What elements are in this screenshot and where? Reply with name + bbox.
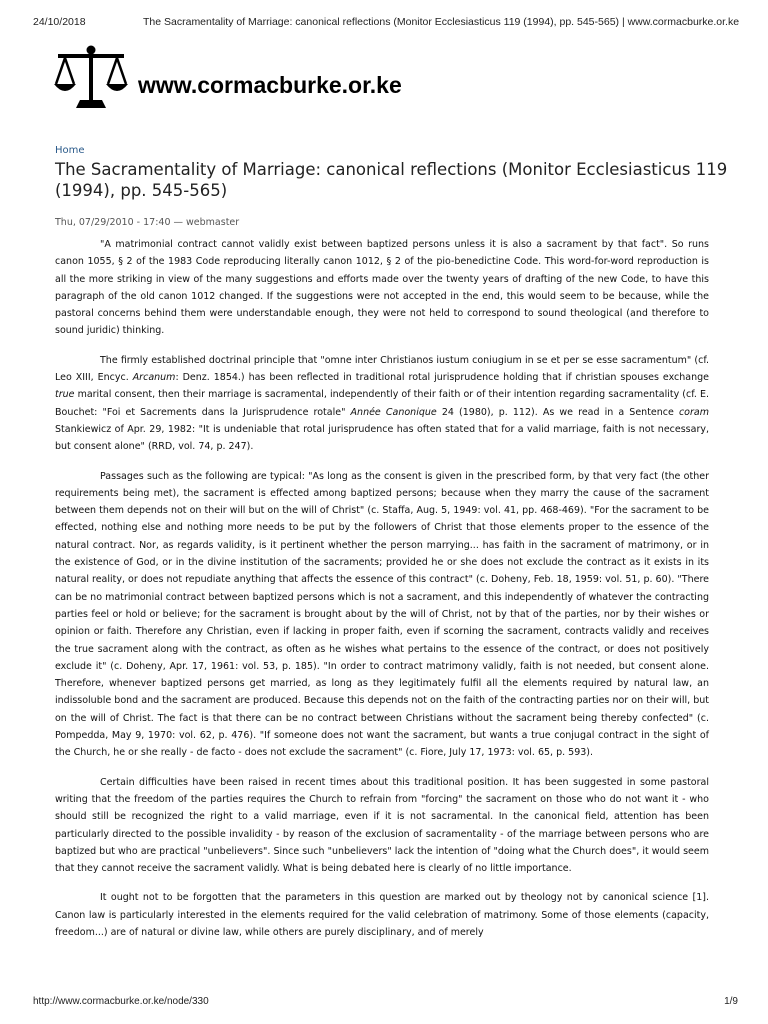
site-header bbox=[52, 44, 732, 112]
page-title: The Sacramentality of Marriage: canonical reflections (Monitor Ecclesiasticus 119 (1994), pp. 545-565) bbox=[55, 160, 728, 200]
site-name-link[interactable]: www.cormacburke.or.ke bbox=[138, 72, 402, 98]
print-date: 24/10/2018 bbox=[33, 16, 86, 28]
print-footer bbox=[33, 996, 738, 1010]
article-paragraph-4: Certain difficulties have been raised in recent times about this traditional position. It has been suggested in some pastoral writing that the freedom of the parties requires the Church to refrain from "forcing" the sacrament on those who do not want it - who should still be recognized the right to a valid marriage, even if it is not sacramental. In the canonical field, attention has been particularly directed to the possible invalidity - by reason of the exclusion of sacramentality - of the marriage between persons who are baptized but who are practical "unbelievers". Since such "unbelievers" lack the intention of "doing what the Church does", it would seem that they cannot receive the sacrament validly. What is being debated here is clearly of no little importance. bbox=[55, 776, 709, 875]
print-header bbox=[33, 16, 738, 30]
article-paragraph-2: The firmly established doctrinal principle that "omne inter Christianos iustum coniugium in se et per se esse sacramentum" (cf. Leo XIII, Encyc. Arcanum: Denz. 1854.) has been reflected in traditional rotal jurisprudence holding that if christian spouses exchange true marital consent, then their marriage is sacramental, independently of their faith or of their intention regarding sacramentality (cf. E. Bouchet: "Foi et Sacrements dans la Jurisprudence rotale" Année Canonique 24 (1980), p. 112). As we read in a Sentence coram Stankiewicz of Apr. 29, 1982: "It is undeniable that rotal jurisprudence has often stated that for a valid marriage, faith is not necessary, but consent alone" (RRD, vol. 74, p. 247). bbox=[55, 354, 710, 453]
print-document-title: The Sacramentality of Marriage: canonical reflections (Monitor Ecclesiasticus 119 (1994), pp. 545-565) | www.cormacburke.or.ke bbox=[143, 16, 740, 28]
scales-of-justice-icon[interactable] bbox=[52, 44, 130, 110]
page-count: 1/9 bbox=[724, 996, 738, 1007]
page-url: http://www.cormacburke.or.ke/node/330 bbox=[33, 996, 209, 1007]
submitted-info: Thu, 07/29/2010 - 17:40 — webmaster bbox=[55, 217, 240, 228]
article-body bbox=[55, 236, 709, 953]
article-paragraph-3: Passages such as the following are typical: "As long as the consent is given in the prescribed form, by that very fact (the other requirements being met), the sacrament is effected among baptized persons; because when they marry the cause of the sacrament between them depends not on their will but on the will of Christ" (c. Staffa, Aug. 5, 1949: vol. 41, pp. 468-469). "For the sacrament to be effected, nothing else and nothing more needs to be put by the followers of Christ that those elements proper to the essence of the natural contract. Nor, as regards validity, is it pertinent whether the person marrying... has faith in the sacrament of matrimony, or in the existence of God, or in the divine institution of the sacraments; provided he or she does not exclude the contract as it exists in its natural reality, or does not repudiate anything that affects the essence of this contract" (c. Doheny, Feb. 18, 1959: vol. 51, p. 60). "There can be no matrimonial contract between baptized persons which is not a sacrament, and this independently of whatever the contracting parties feel or hold or believe; for the sacrament is brought about by the will of Christ, not by that of the parties, nor by their wishes or opinion or faith. Therefore any Christian, even if lacking in proper faith, even if scorning the sacrament, contracts validly and receives the true sacrament along with the contract, as often as he wishes what pertains to the essence of the contract, or does not positively exclude it" (c. Doheny, Apr. 17, 1961: vol. 53, p. 185). "In order to contract matrimony validly, faith is not needed, but consent alone. Therefore, whenever baptized persons get married, as long as they legitimately fulfil all the elements required by natural law, an indissoluble bond and the sacrament are produced. Because this depends not on the faith of the contracting parties nor on their will, but on the will of Christ. The fact is that there can be no contract between Christians without the sacrament being thereby confected" (c. Pompedda, May 9, 1970: vol. 62, p. 476). "If someone does not want the sacrament, but wants a true conjugal contract in the sight of the Church, he or she really - de facto - does not exclude the sacrament" (c. Fiore, July 17, 1973: vol. 65, p. 593). bbox=[55, 470, 709, 759]
article-paragraph-1: "A matrimonial contract cannot validly exist between baptized persons unless it is also a sacrament by that fact". So runs canon 1055, § 2 of the 1983 Code reproducing literally canon 1012, § 2 of the pio-benedictine Code. This word-for-word reproduction is all the more striking in view of the many suggestions and efforts made over the twenty years of drafting of the new Code, to have this paragraph of the old canon 1012 changed. If the suggestions were not accepted in the end, this would seem to be because, while the pastoral concerns behind them were understandable enough, they were not held to correspond to sound theological (and therefore to sound juridic) thinking. bbox=[55, 239, 709, 337]
breadcrumb-home-link[interactable]: Home bbox=[55, 145, 85, 156]
article-paragraph-5: It ought not to be forgotten that the parameters in this question are marked out by theology not by canonical science [1]. Canon law is particularly interested in the elements required for the valid celebration of matrimony. Some of those elements (capacity, freedom...) are of natural or divine law, while others are purely disciplinary, and of merely bbox=[55, 892, 709, 938]
